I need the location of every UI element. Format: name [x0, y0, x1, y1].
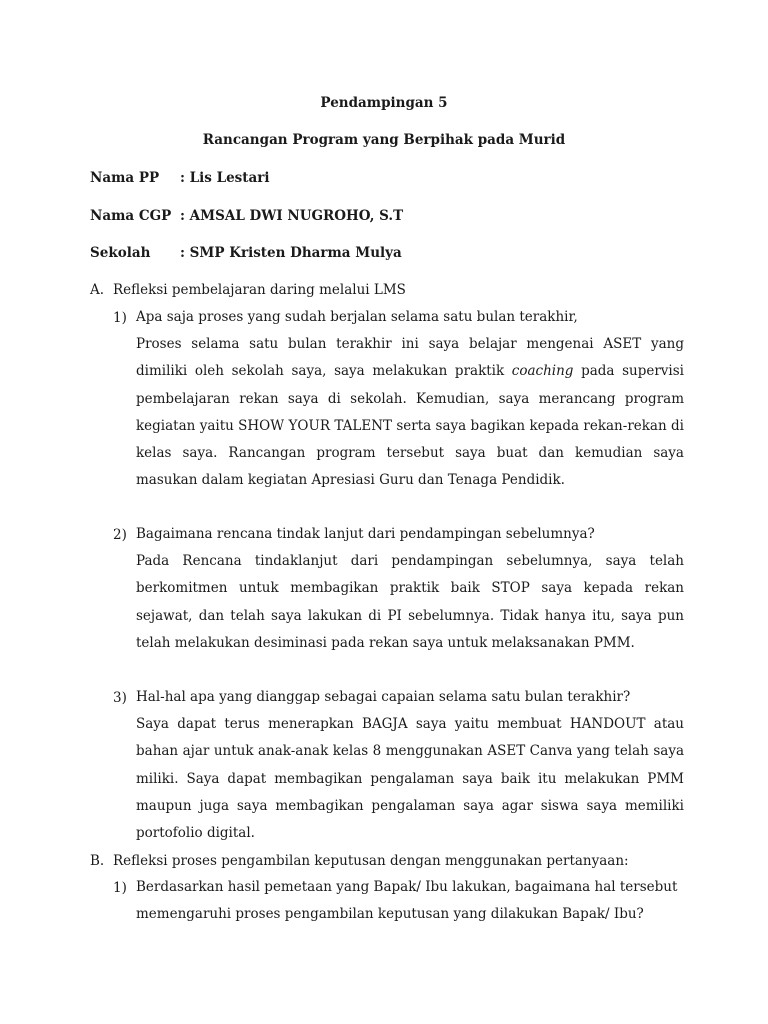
- question-block-a3: [136, 684, 684, 847]
- question-text: Apa saja proses yang sudah berjalan selama satu bulan terakhir,: [136, 309, 578, 325]
- meta-value: : AMSAL DWI NUGROHO, S.T: [180, 208, 404, 224]
- meta-value: : Lis Lestari: [180, 170, 270, 186]
- meta-label: Sekolah: [90, 245, 151, 261]
- meta-row-nama-cgp: [90, 207, 403, 225]
- question-text: Hal-hal apa yang dianggap sebagai capaian selama satu bulan terakhir?: [136, 689, 631, 705]
- answer-text: Pada Rencana tindaklanjut dari pendampingan sebelumnya, saya telah berkomitmen untuk membagikan praktik baik STOP saya kepada rekan sejawat, dan telah saya lakukan di PI sebelumnya. Tidak hanya itu, saya pun telah melakukan desiminasi pada rekan saya untuk melaksanakan PMM.: [136, 553, 684, 651]
- question-number: 3): [113, 690, 127, 706]
- question-text: Bagaimana rencana tindak lanjut dari pendampingan sebelumnya?: [136, 526, 595, 542]
- answer-emphasis: coaching: [511, 363, 574, 380]
- answer-text: [136, 331, 684, 494]
- document-title: Pendampingan 5: [320, 95, 448, 111]
- question-block-b1: [136, 874, 684, 928]
- answer-text: Saya dapat terus menerapkan BAGJA saya yaitu membuat HANDOUT atau bahan ajar untuk anak-anak kelas 8 menggunakan ASET Canva yang telah saya miliki. Saya dapat membagikan pengalaman saya baik itu melakukan PMM maupun juga saya membagikan pengalaman saya agar siswa saya memiliki portofolio digital.: [136, 716, 684, 842]
- section-b-heading: [90, 852, 629, 870]
- section-letter: B.: [90, 853, 105, 869]
- section-a-heading: [90, 281, 406, 299]
- question-number: 2): [113, 527, 127, 543]
- question-text: Berdasarkan hasil pemetaan yang Bapak/ Ibu lakukan, bagaimana hal tersebut memengaruhi proses pengambilan keputusan yang dilakukan Bapak/ Ibu?: [136, 879, 678, 923]
- question-number: 1): [113, 310, 127, 326]
- meta-row-nama-pp: [90, 169, 270, 187]
- meta-label: Nama PP: [90, 170, 160, 186]
- question-number: 1): [113, 880, 127, 896]
- answer-text-part: pada supervisi pembelajaran rekan saya di sekolah. Kemudian, saya merancang program kegiatan yaitu SHOW YOUR TALENT serta saya bagikan kepada rekan-rekan di kelas saya. Rancangan program tersebut saya buat dan kemudian saya masukan dalam kegiatan Apresiasi Guru dan Tenaga Pendidik.: [136, 363, 684, 489]
- question-block-a1: [136, 304, 684, 494]
- section-heading-text: Refleksi proses pengambilan keputusan dengan menggunakan pertanyaan:: [113, 853, 629, 869]
- question-block-a2: [136, 521, 684, 657]
- document-subtitle: Rancangan Program yang Berpihak pada Murid: [202, 132, 566, 148]
- section-letter: A.: [90, 282, 105, 298]
- meta-label: Nama CGP: [90, 208, 172, 224]
- meta-row-sekolah: [90, 244, 402, 262]
- answer-text-part: Proses selama satu bulan terakhir ini saya belajar mengenai ASET yang dimiliki oleh sekolah saya, saya melakukan praktik: [136, 336, 684, 380]
- section-heading-text: Refleksi pembelajaran daring melalui LMS: [113, 282, 406, 298]
- meta-value: : SMP Kristen Dharma Mulya: [180, 245, 402, 261]
